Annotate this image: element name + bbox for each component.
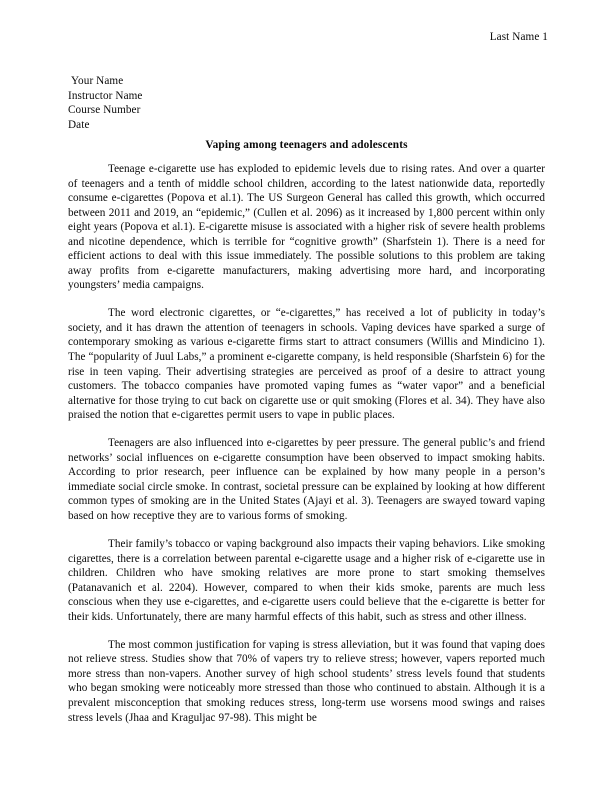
essay-body	[68, 162, 545, 725]
heading-line-date: Date	[68, 118, 90, 131]
page-title: Vaping among teenagers and adolescents	[205, 139, 408, 152]
heading-line-course-number: Course Number	[68, 104, 141, 117]
paragraph: Teenage e-cigarette use has exploded to epidemic levels due to rising rates. And over a quarter of teenagers and a tenth of middle school children, according to the latest nationwide data, reportedly consume e-cigarettes (Popova et al.1). The US Surgeon General has called this growth, which occurred between 2011 and 2019, an “epidemic,” (Cullen et al. 2096) as it increased by 1,800 percent within only eight years (Popova et al.1). E-cigarette misuse is associated with a higher risk of severe health problems and nicotine dependence, which is terrible for “cognitive growth” (Sharfstein 1). There is a need for efficient actions to deal with this issue immediately. The possible solutions to this problem are taking away profits from e-cigarette manufacturers, making advertising more hard, and incorporating youngsters’ media campaigns.	[68, 162, 545, 292]
heading-line-instructor-name: Instructor Name	[68, 89, 143, 102]
paragraph: Teenagers are also influenced into e-cigarettes by peer pressure. The general public’s and friend networks’ social influences on e-cigarette consumption have been observed to impact smoking habits. According to prior research, peer influence can be explained by how many people in a person’s immediate social circle smoke. In contrast, societal pressure can be explained by looking at how different common types of smoking are in the United States (Ajayi et al. 3). Teenagers are swayed toward vaping based on how receptive they are to various forms of smoking.	[68, 437, 545, 522]
heading-line-student-name: Your Name	[71, 75, 124, 87]
running-head: Last Name 1	[489, 31, 548, 43]
paragraph: The most common justification for vaping is stress alleviation, but it was found that vaping does not relieve stress. Studies show that 70% of vapers try to relieve stress; however, vapers reported much more stress than non-vapers. Another survey of high school students’ stress levels found that students who began smoking were noticeably more stressed than those who continued to abstain. Although it is a prevalent misconception that smoking reduces stress, long-term use worsens mood swings and raises stress levels (Jhaa and Kraguljac 97-98). This might be	[68, 638, 545, 724]
mla-heading-block	[68, 74, 545, 132]
paragraph: The word electronic cigarettes, or “e-cigarettes,” has received a lot of publicity in today’s society, and it has drawn the attention of teenagers in schools. Vaping devices have sparked a surge of contemporary smoking as various e-cigarette firms start to attract consumers (Willis and Mindicino 1). The “popularity of Juul Labs,” a prominent e-cigarette company, is held responsible (Sharfstein 6) for the rise in teen vaping. Their advertising strategies are perceived as proof of a desire to attract young customers. The tobacco companies have promoted vaping fumes as “water vapor” and a beneficial alternative for those trying to cut back on cigarette use or quit smoking (Flores et al. 34). They have also praised the notion that e-cigarettes permit users to vape in public places.	[68, 307, 545, 422]
paragraph: Their family’s tobacco or vaping background also impacts their vaping behaviors. Like smoking cigarettes, there is a correlation between parental e-cigarette usage and a higher risk of e-cigarette use in children. Children who have smoking relatives are more prone to start smoking themselves (Patanavanich et al. 2204). However, compared to when their kids smoke, parents are much less conscious when they use e-cigarettes, and e-cigarette users could believe that the e-cigarette is better for their kids. Unfortunately, there are many harmful effects of this habit, such as stress and other illness.	[68, 538, 545, 623]
document-body	[68, 74, 545, 725]
